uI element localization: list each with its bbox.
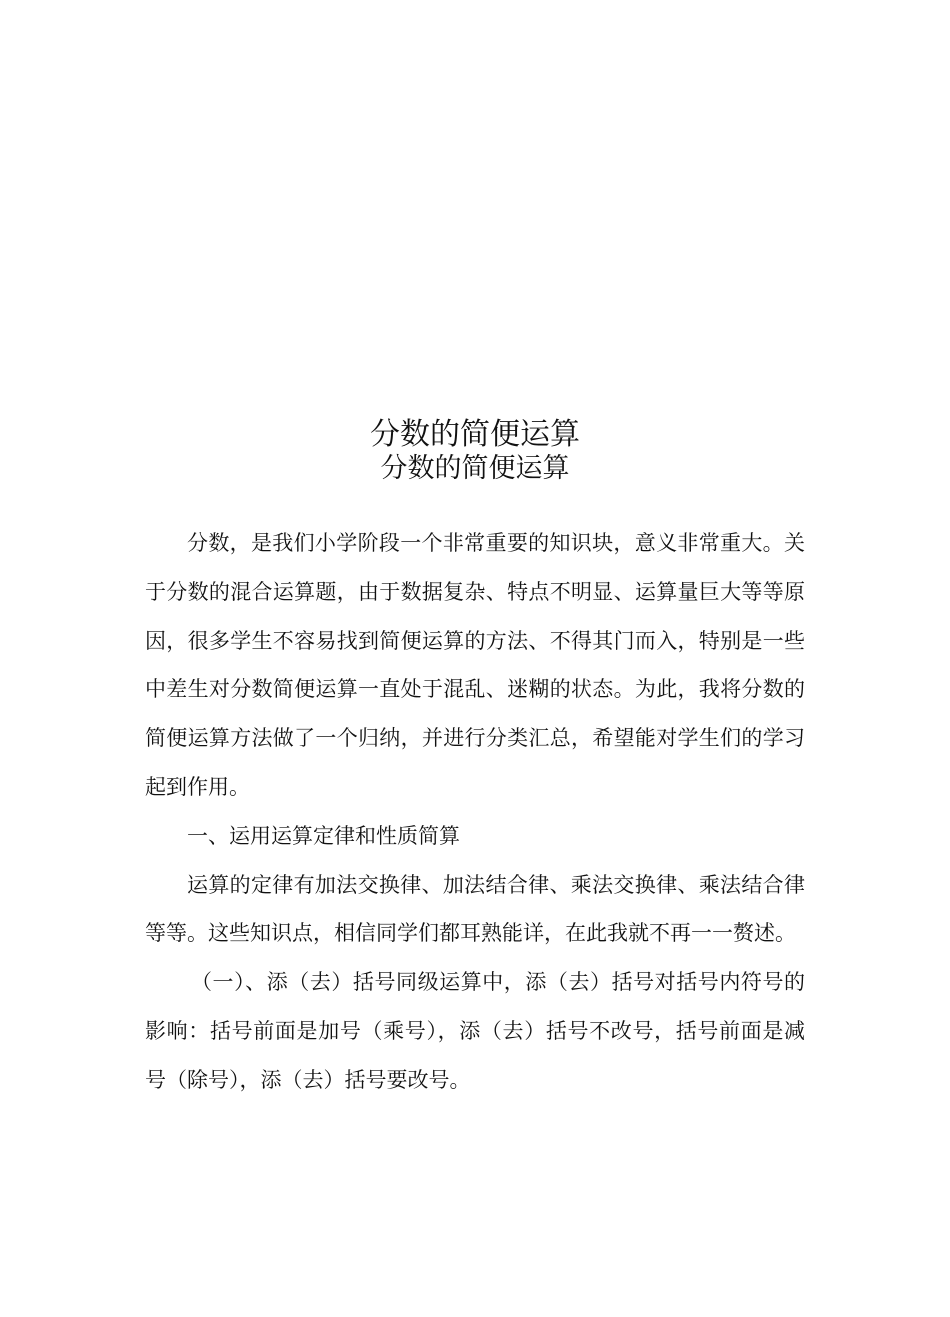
document-title: 分数的简便运算	[370, 417, 580, 452]
subsection-paragraph: （一）、添（去）括号同级运算中，添（去）括号对括号内符号的影响：括号前面是加号（乘号），添（去）括号不改号，括号前面是减号（除号），添（去）括号要改号。	[145, 970, 805, 1092]
section-heading: 一、运用运算定律和性质简算	[187, 823, 460, 848]
intro-paragraph: 分数，是我们小学阶段一个非常重要的知识块，意义非常重大。关于分数的混合运算题，由于数据复杂、特点不明显、运算量巨大等等原因，很多学生不容易找到简便运算的方法、不得其门而入，特别是一些中差生对分数简便运算一直处于混乱、迷糊的状态。为此，我将分数的简便运算方法做了一个归纳，并进行分类汇总，希望能对学生们的学习起到作用。	[145, 531, 805, 799]
document-body	[145, 519, 805, 1105]
document-subtitle: 分数的简便运算	[380, 453, 570, 484]
title-block	[0, 417, 950, 485]
section-paragraph: 运算的定律有加法交换律、加法结合律、乘法交换律、乘法结合律等等。这些知识点，相信同学们都耳熟能详，在此我就不再一一赘述。	[145, 872, 805, 946]
